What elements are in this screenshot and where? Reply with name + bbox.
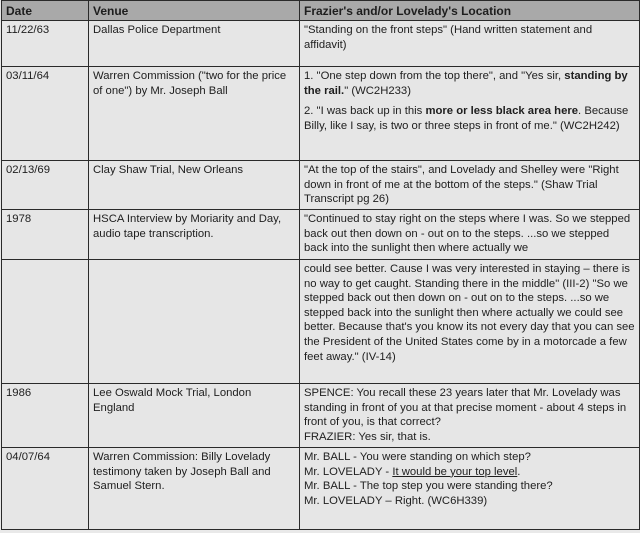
row-date: 03/11/64 — [2, 67, 89, 161]
row-venue: Warren Commission ("two for the price of one") by Mr. Joseph Ball — [89, 67, 300, 161]
row-date: 11/22/63 — [2, 21, 89, 67]
row-location — [300, 448, 640, 530]
location-text: "Standing on the front steps" (Hand written statement and affidavit) — [304, 24, 593, 51]
header-venue: Venue — [89, 1, 300, 21]
row-venue — [89, 260, 300, 384]
row-date: 02/13/69 — [2, 161, 89, 210]
table-row — [2, 384, 640, 448]
location-text — [304, 104, 635, 133]
row-venue: Lee Oswald Mock Trial, London England — [89, 384, 300, 448]
location-line: FRAZIER: Yes sir, that is. — [304, 430, 431, 443]
location-line: Mr. BALL - The top step you were standing there? — [304, 480, 553, 493]
location-line — [304, 465, 635, 480]
row-date: 1978 — [2, 210, 89, 260]
row-location — [300, 210, 640, 260]
row-location — [300, 384, 640, 448]
header-date: Date — [2, 1, 89, 21]
text-run: . — [517, 465, 521, 478]
row-venue: Dallas Police Department — [89, 21, 300, 67]
row-location — [300, 161, 640, 210]
row-venue: HSCA Interview by Moriarity and Day, audio tape transcription. — [89, 210, 300, 260]
text-run: 2. "I was back up in this — [304, 105, 426, 118]
location-line: Mr. LOVELADY – Right. (WC6H339) — [304, 494, 488, 507]
row-date — [2, 260, 89, 384]
row-location — [300, 260, 640, 384]
text-run: " (WC2H233) — [344, 84, 411, 97]
row-location — [300, 67, 640, 161]
table-row — [2, 260, 640, 384]
table-row — [2, 161, 640, 210]
text-run: . Because Billy, like I say, is two or three steps in front of me." (WC2H242) — [304, 105, 629, 132]
row-date: 04/07/64 — [2, 448, 89, 530]
bold-text: standing by the rail. — [304, 70, 628, 97]
header-location: Frazier's and/or Lovelady's Location — [300, 1, 640, 21]
location-text: "Continued to stay right on the steps where I was. So we stepped back out then down on - out on to the steps. ...so we stepped back into the sunlight then where actually we — [304, 213, 631, 255]
testimony-table — [1, 0, 640, 530]
table-row — [2, 210, 640, 260]
location-text — [304, 69, 635, 98]
text-run: Mr. LOVELADY - — [304, 465, 393, 478]
location-text: "At the top of the stairs", and Lovelady and Shelley were "Right down in front of me at the bottom of the steps." (Shaw Trial Transcript pg 26) — [304, 164, 619, 206]
bold-text: more or less black area here — [425, 105, 579, 118]
table-row — [2, 448, 640, 530]
underlined-text: It would be your top level — [392, 465, 518, 478]
location-text: could see better. Cause I was very interested in staying – there is no way to get caught. Standing there in the middle" (III-2) "So we stepped back out then down on - out on to the steps. ...so we stepped back into the sunlight then where actually we could see better. Because that's you know its not every day that you can see the President of the United States come by in a motorcade a few feet away." (IV-14) — [304, 263, 635, 363]
row-venue: Warren Commission: Billy Lovelady testimony taken by Joseph Ball and Samuel Stern. — [89, 448, 300, 530]
location-line: SPENCE: You recall these 23 years later that Mr. Lovelady was standing in front of you at that precise moment - about 4 steps in front of you, is that correct? — [304, 387, 627, 429]
header-row — [2, 1, 640, 21]
text-run: 1. "One step down from the top there", and "Yes sir, — [304, 70, 565, 82]
row-location — [300, 21, 640, 67]
location-line: Mr. BALL - You were standing on which step? — [304, 451, 531, 463]
row-date: 1986 — [2, 384, 89, 448]
table-row — [2, 67, 640, 161]
row-venue: Clay Shaw Trial, New Orleans — [89, 161, 300, 210]
table-row — [2, 21, 640, 67]
